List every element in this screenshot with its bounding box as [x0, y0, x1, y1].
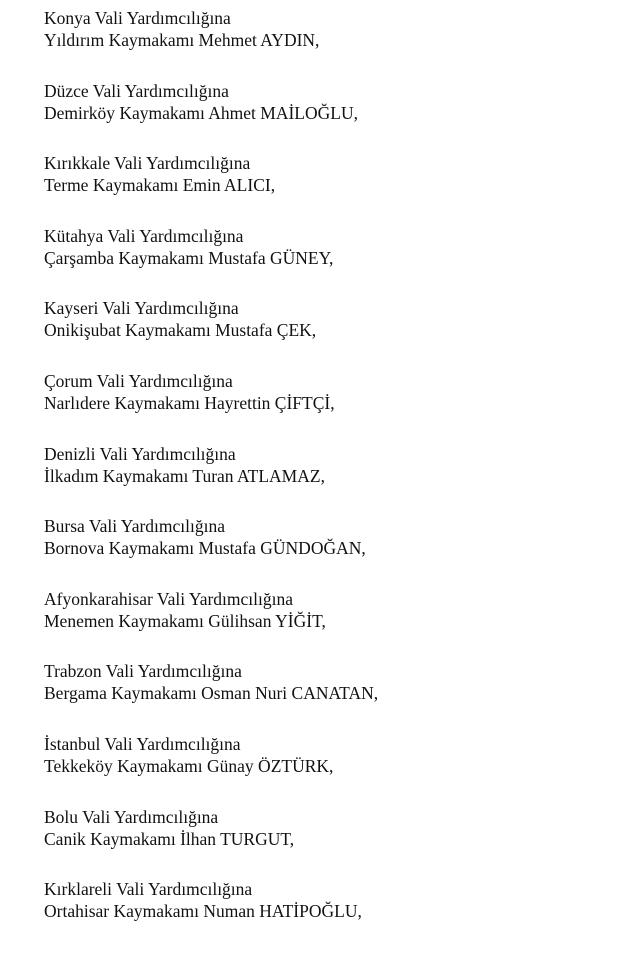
appointment-entry: [44, 7, 624, 80]
appointment-entry: [44, 225, 624, 298]
post-line: Konya Vali Yardımcılığına: [44, 8, 231, 28]
appointee-line: Ortahisar Kaymakamı Numan HATİPOĞLU,: [44, 901, 362, 922]
appointment-entry: [44, 588, 624, 661]
appointee-line: Bornova Kaymakamı Mustafa GÜNDOĞAN,: [44, 538, 366, 559]
appointment-entry: [44, 660, 624, 733]
appointee-line: Yıldırım Kaymakamı Mehmet AYDIN,: [44, 30, 320, 50]
appointee-line: Narlıdere Kaymakamı Hayrettin ÇİFTÇİ,: [44, 392, 335, 413]
appointment-entry: [44, 297, 624, 370]
post-line: Kırıkkale Vali Yardımcılığına: [44, 153, 251, 174]
appointment-entry: [44, 878, 624, 951]
appointment-entry: [44, 806, 624, 879]
post-line: Çorum Vali Yardımcılığına: [44, 370, 233, 391]
post-line: Kırklareli Vali Yardımcılığına: [44, 879, 253, 900]
appointment-entry: [44, 443, 624, 516]
appointee-line: İlkadım Kaymakamı Turan ATLAMAZ,: [44, 465, 325, 486]
post-line: Kayseri Vali Yardımcılığına: [44, 298, 239, 319]
appointee-line: Tekkeköy Kaymakamı Günay ÖZTÜRK,: [44, 755, 334, 776]
appointment-list: [44, 7, 624, 951]
appointee-line: Menemen Kaymakamı Gülihsan YİĞİT,: [44, 610, 326, 631]
post-line: Bolu Vali Yardımcılığına: [44, 806, 219, 827]
appointment-entry: [44, 515, 624, 588]
appointment-entry: [44, 80, 624, 153]
appointment-entry: [44, 733, 624, 806]
post-line: Afyonkarahisar Vali Yardımcılığına: [44, 588, 294, 609]
appointee-line: Bergama Kaymakamı Osman Nuri CANATAN,: [44, 683, 379, 704]
post-line: İstanbul Vali Yardımcılığına: [44, 733, 241, 754]
post-line: Düzce Vali Yardımcılığına: [44, 80, 229, 101]
post-line: Trabzon Vali Yardımcılığına: [44, 661, 242, 682]
appointment-entry: [44, 370, 624, 443]
appointee-line: Terme Kaymakamı Emin ALICI,: [44, 175, 276, 196]
post-line: Bursa Vali Yardımcılığına: [44, 516, 225, 537]
appointment-entry: [44, 152, 624, 225]
appointee-line: Onikişubat Kaymakamı Mustafa ÇEK,: [44, 320, 317, 341]
appointee-line: Canik Kaymakamı İlhan TURGUT,: [44, 828, 295, 849]
appointee-line: Demirköy Kaymakamı Ahmet MAİLOĞLU,: [44, 102, 358, 123]
post-line: Denizli Vali Yardımcılığına: [44, 443, 236, 464]
appointee-line: Çarşamba Kaymakamı Mustafa GÜNEY,: [44, 247, 334, 268]
post-line: Kütahya Vali Yardımcılığına: [44, 225, 244, 246]
